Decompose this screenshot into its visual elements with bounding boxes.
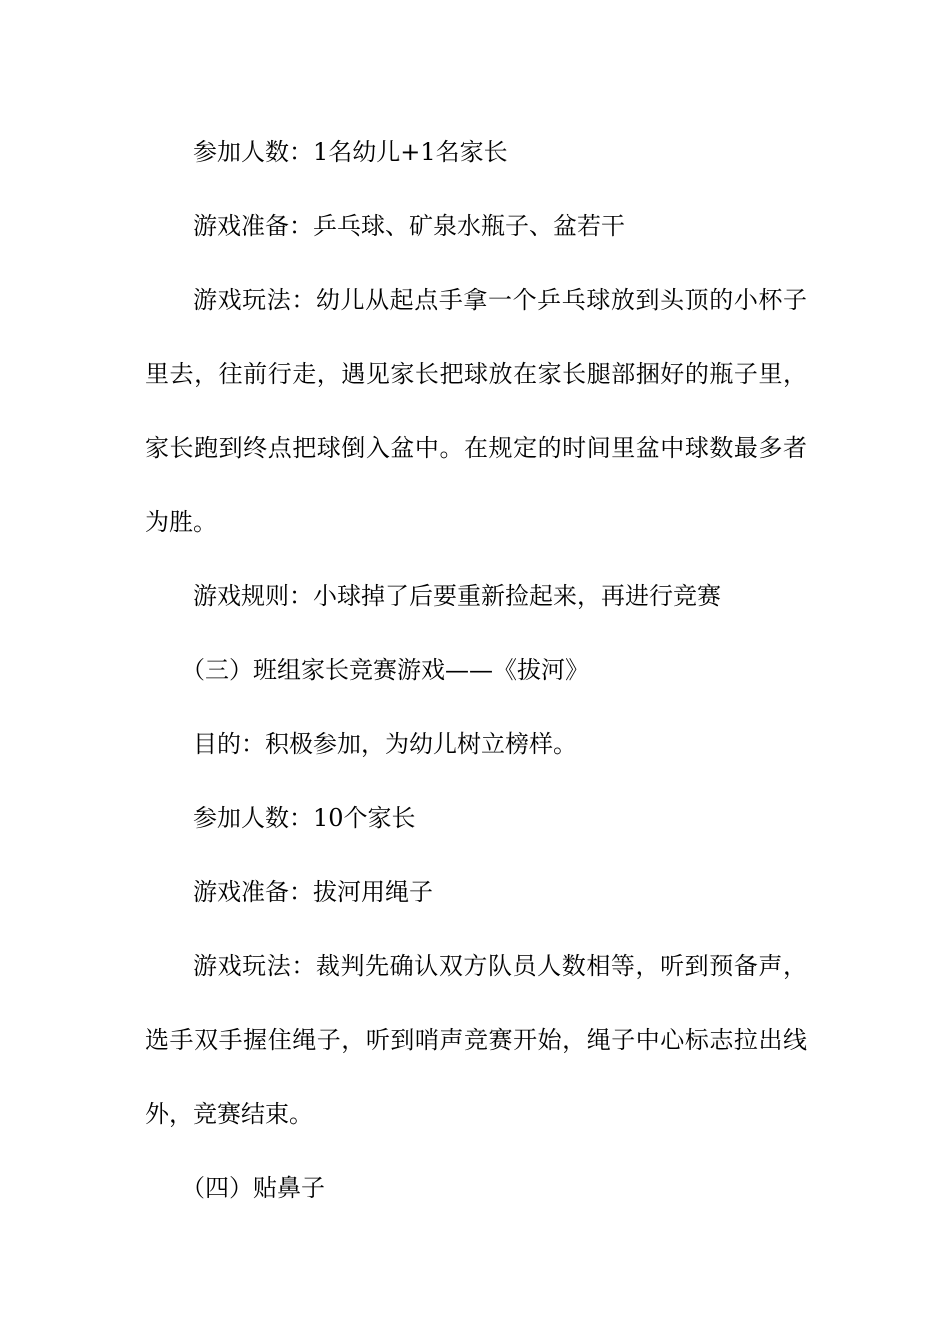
paragraph-participants-1: 参加人数：1名幼儿+1名家长 (193, 138, 508, 166)
paragraph-gameplay-1: 游戏玩法：幼儿从起点手拿一个乒乓球放到头顶的小杯子里去，往前行走，遇见家长把球放在家长腿部捆好的瓶子里，家长跑到终点把球倒入盆中。在规定的时间里盆中球数最多者为胜。 (145, 286, 807, 536)
paragraph-purpose: 目的：积极参加，为幼儿树立榜样。 (193, 730, 577, 758)
section-heading-stick-nose: （四）贴鼻子 (181, 1174, 325, 1202)
section-heading-tug-of-war: （三）班组家长竞赛游戏——《拔河》 (181, 656, 589, 684)
paragraph-preparation-1: 游戏准备：乒乓球、矿泉水瓶子、盆若干 (193, 212, 625, 240)
paragraph-gameplay-2: 游戏玩法：裁判先确认双方队员人数相等，听到预备声，选手双手握住绳子，听到哨声竞赛开始，绳子中心标志拉出线外，竞赛结束。 (145, 952, 807, 1128)
paragraph-preparation-2: 游戏准备：拔河用绳子 (193, 878, 433, 906)
paragraph-participants-2: 参加人数：10个家长 (193, 804, 416, 832)
paragraph-rules-1: 游戏规则：小球掉了后要重新捡起来，再进行竞赛 (193, 582, 721, 610)
